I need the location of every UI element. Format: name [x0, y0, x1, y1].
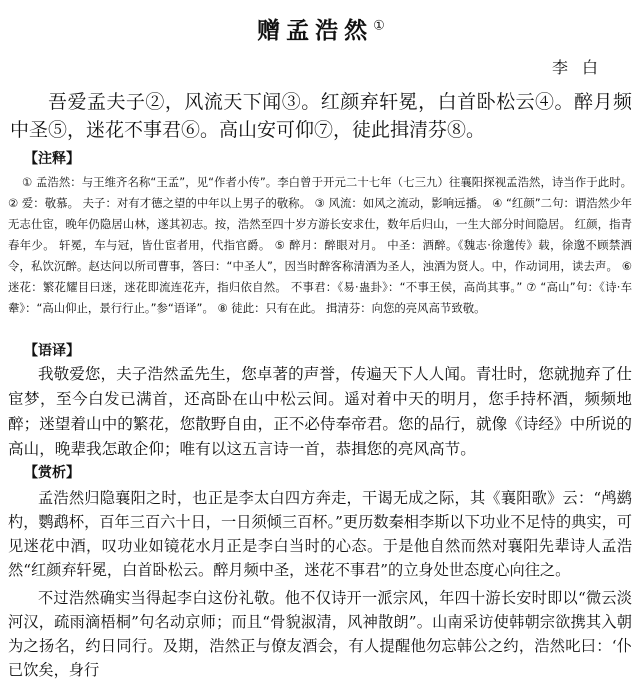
poem-title-text: 赠孟浩然: [257, 17, 374, 44]
title-footnote-mark: ①: [373, 18, 385, 34]
appreciation-paragraph: 不过浩然确实当得起李白这份礼敬。他不仅诗开一派宗风，年四十游长安时即以“微云淡河汉，疏雨滴梧桐”句名动京师；而且“骨貌淑清，风神散朗”。山南采访使韩朝宗欲携其入朝为之扬名，约日同行。及期，浩然正与僚友酒会，有人提醒他勿忘韩公之约，浩然叱曰：‘仆已饮矣，身行: [8, 589, 632, 679]
notes-body: ① 孟浩然：与王维齐名称“王孟”，见“作者小传”。李白曾于开元二十七年（七三九）往襄阳探视孟浩然，诗当作于此时。 ② 爱：敬慕。 夫子：对有才德之望的中年以上男子的敬称。 ③ 风流：如风之流动，影响远播。 ④ “红颜”二句：谓浩然少年无志仕宦，晚年仍隐居山林，遂其初志。按，浩然至四十岁方游长安求仕，数年后归山，一生大部分时间隐居。 红颜，指青春年少。 轩冕，车与冠，皆仕宦者用，代指官爵。 ⑤ 醉月：醉眼对月。 中圣：酒醉。《魏志·徐邈传》载，徐邈不顾禁酒令，私饮沉醉。赵达问以所司曹事，答曰：“中圣人”，因当时醉客称清酒为圣人，浊酒为贤人。中，作动词用，读去声。 ⑥ 迷花：繁花耀目曰迷，迷花即流连花卉，指归依自然。 不事君：《易·蛊卦》：“不事王侯，高尚其事。” ⑦ “高山”句：《诗·车舝》：“高山仰止，景行行止。”参“语译”。 ⑧ 徒此：只有在此。 揖清芬：向您的亮风高节致敬。: [8, 175, 632, 315]
appreciation-body: [8, 486, 632, 682]
notes-heading: 【注释】: [24, 151, 80, 167]
appreciation-heading: 【赏析】: [24, 465, 80, 481]
translation-heading: 【语译】: [24, 343, 80, 359]
appreciation-paragraph: 孟浩然归隐襄阳之时，也正是李太白四方奔走，干谒无成之际，其《襄阳歌》云：“鸬鹚杓，鹦鹉杯，百年三百六十日，一日须倾三百杯。”更历数秦相李斯以下功业不足恃的典实，可见迷花中酒，叹功业如镜花水月正是李白当时的心态。于是他自然而然对襄阳先辈诗人孟浩然“红颜弃轩冕，白首卧松云。醉月频中圣，迷花不事君”的立身处世态度心向往之。: [8, 489, 632, 579]
poem-text: 吾爱孟夫子②，风流天下闻③。红颜弃轩冕，白首卧松云④。醉月频中圣⑤，迷花不事君⑥。高山安可仰⑦，徒此揖清芬⑧。: [10, 91, 632, 141]
translation-body: 我敬爱您，夫子浩然孟先生，您卓著的声誉，传遍天下人人闻。青壮时，您就抛弃了仕宦梦，至今白发已满首，还高卧在山中松云间。遥对着中天的明月，您手持杯酒，频频地醉；迷望着山中的繁花，您散野自由，正不必侍奉帝君。您的品行，就像《诗经》中所说的高山，晚辈我怎敢企仰；唯有以这五言诗一首，恭揖您的亮风高节。: [8, 365, 632, 458]
poem-author: 李白: [551, 58, 612, 77]
poem-title: [0, 12, 642, 45]
